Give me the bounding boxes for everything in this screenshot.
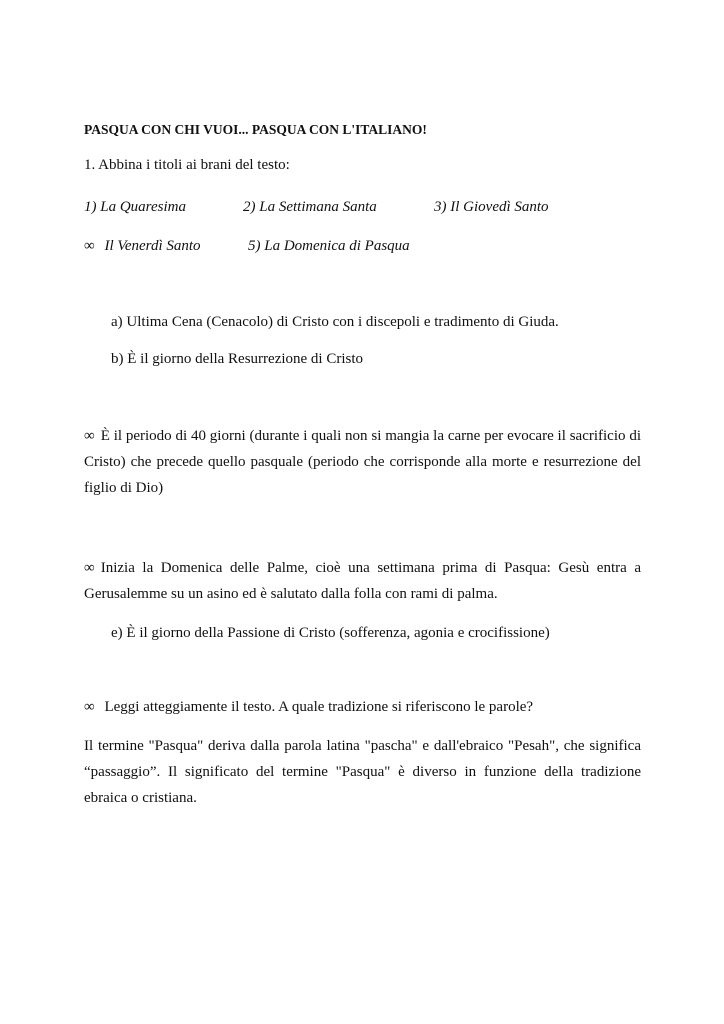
- title-option-2: 2) La Settimana Santa: [243, 199, 377, 215]
- passage-e: e) È il giorno della Passione di Cristo (sofferenza, agonia e crocifissione): [111, 625, 550, 641]
- title-option-5: 5) La Domenica di Pasqua: [248, 238, 410, 254]
- infinity-bullet-icon: ∞: [84, 699, 95, 715]
- infinity-bullet-icon: ∞: [84, 560, 95, 576]
- title-option-4-row: [84, 236, 201, 256]
- final-paragraph: Il termine "Pasqua" deriva dalla parola latina "pascha" e dall'ebraico "Pesah", che significa “passaggio”. Il significato del termine "Pasqua" è diverso in funzione della tradizione ebraica o cristiana.: [84, 738, 641, 806]
- instruction-1: 1. Abbina i titoli ai brani del testo:: [84, 157, 290, 173]
- instruction-2-text: Leggi atteggiamente il testo. A quale tradizione si riferiscono le parole?: [104, 699, 534, 715]
- instruction-2: [84, 697, 533, 717]
- title-option-4: Il Venerdì Santo: [104, 238, 201, 254]
- passage-d-text: Inizia la Domenica delle Palme, cioè una settimana prima di Pasqua: Gesù entra a Gerusalemme su un asino ed è salutato dalla folla con rami di palma.: [84, 560, 641, 602]
- title-option-3: 3) Il Giovedì Santo: [434, 199, 549, 215]
- infinity-bullet-icon: ∞: [84, 428, 95, 444]
- passage-b: b) È il giorno della Resurrezione di Cristo: [111, 351, 364, 367]
- title-option-1: 1) La Quaresima: [84, 199, 186, 215]
- passage-c-text: È il periodo di 40 giorni (durante i quali non si mangia la carne per evocare il sacrificio di Cristo) che precede quello pasquale (periodo che corrisponde alla morte e resurrezione del figlio di Dio): [84, 428, 641, 496]
- passage-d: [84, 555, 641, 607]
- infinity-bullet-icon: ∞: [84, 238, 95, 254]
- passage-a: a) Ultima Cena (Cenacolo) di Cristo con i discepoli e tradimento di Giuda.: [111, 314, 559, 330]
- passage-c: [84, 423, 641, 501]
- document-title: PASQUA CON CHI VUOI... PASQUA CON L'ITALIANO!: [84, 122, 427, 137]
